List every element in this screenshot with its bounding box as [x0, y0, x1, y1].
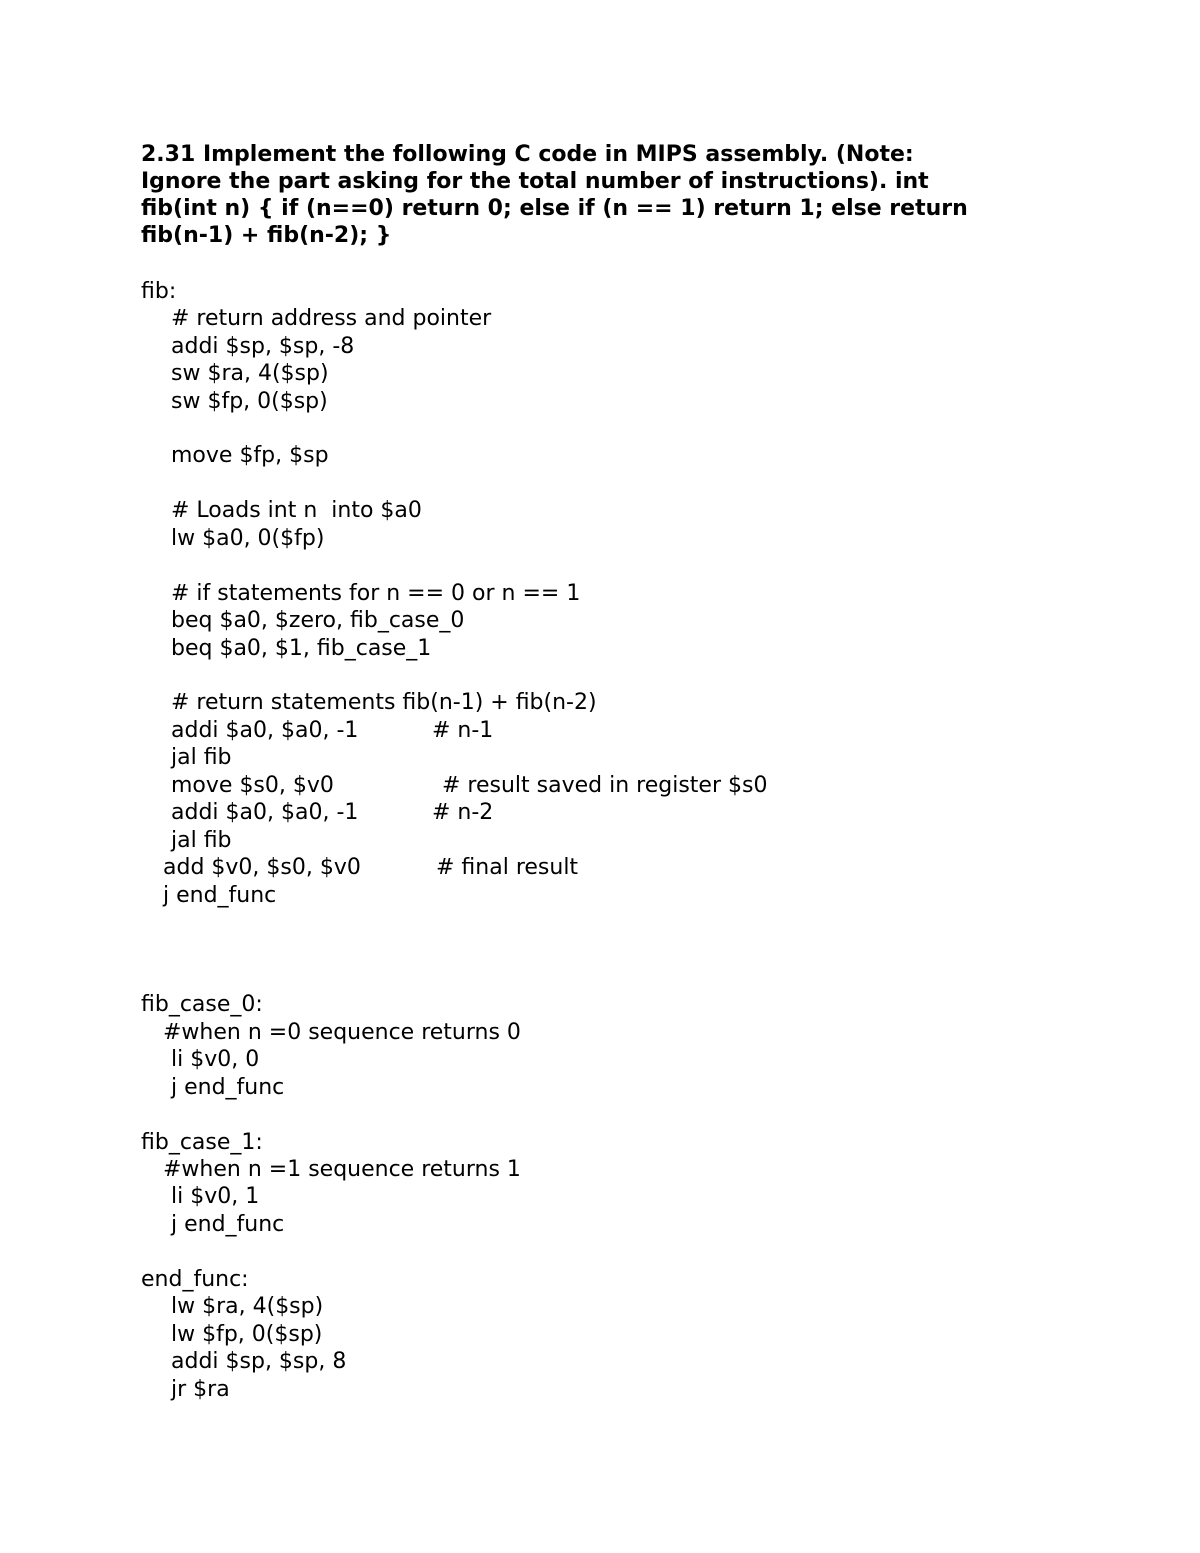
- code-line: addi $a0, $a0, -1: [171, 800, 359, 825]
- code-line: addi $a0, $a0, -1: [171, 718, 359, 743]
- code-line: beq $a0, $1, fib_case_1: [171, 636, 432, 661]
- code-line: addi $sp, $sp, -8: [171, 334, 355, 359]
- inline-comment: # final result: [436, 855, 579, 880]
- code-line: add $v0, $s0, $v0: [163, 855, 361, 880]
- inline-comment: # n-2: [432, 800, 494, 825]
- code-comment: #when n =1 sequence returns 1: [163, 1157, 521, 1182]
- code-line: jr $ra: [171, 1377, 230, 1402]
- code-line: lw $ra, 4($sp): [171, 1294, 324, 1319]
- inline-comment: # n-1: [432, 718, 494, 743]
- code-line: sw $ra, 4($sp): [171, 361, 329, 386]
- code-line: jal fib: [171, 828, 232, 853]
- code-comment: # Loads int n into $a0: [171, 498, 422, 523]
- label-fib-case-0: fib_case_0:: [141, 992, 263, 1017]
- code-line: j end_func: [171, 1212, 285, 1237]
- code-line: j end_func: [171, 1075, 285, 1100]
- code-comment: # if statements for n == 0 or n == 1: [171, 581, 581, 606]
- code-comment: #when n =0 sequence returns 0: [163, 1020, 521, 1045]
- heading-line: Ignore the part asking for the total number of instructions). int: [141, 169, 929, 194]
- heading-line: fib(int n) { if (n==0) return 0; else if (n == 1) return 1; else return: [141, 196, 968, 221]
- code-line: li $v0, 1: [171, 1184, 260, 1209]
- label-fib-case-1: fib_case_1:: [141, 1130, 263, 1155]
- code-line: li $v0, 0: [171, 1047, 260, 1072]
- code-line: move $fp, $sp: [171, 443, 329, 468]
- code-line: beq $a0, $zero, fib_case_0: [171, 608, 465, 633]
- question-heading: [141, 141, 1041, 249]
- code-comment: # return address and pointer: [171, 306, 492, 331]
- code-line: addi $sp, $sp, 8: [171, 1349, 347, 1374]
- label-fib: fib:: [141, 279, 177, 304]
- code-line: jal fib: [171, 745, 232, 770]
- code-line: move $s0, $v0: [171, 773, 334, 798]
- inline-comment: # result saved in register $s0: [442, 773, 768, 798]
- heading-line: 2.31 Implement the following C code in MIPS assembly. (Note:: [141, 142, 914, 167]
- code-line: sw $fp, 0($sp): [171, 389, 328, 414]
- code-line: j end_func: [163, 883, 277, 908]
- label-end-func: end_func:: [141, 1267, 249, 1292]
- code-line: lw $a0, 0($fp): [171, 526, 325, 551]
- code-comment: # return statements fib(n-1) + fib(n-2): [171, 690, 597, 715]
- heading-line: fib(n-1) + fib(n-2); }: [141, 223, 392, 248]
- code-line: lw $fp, 0($sp): [171, 1322, 323, 1347]
